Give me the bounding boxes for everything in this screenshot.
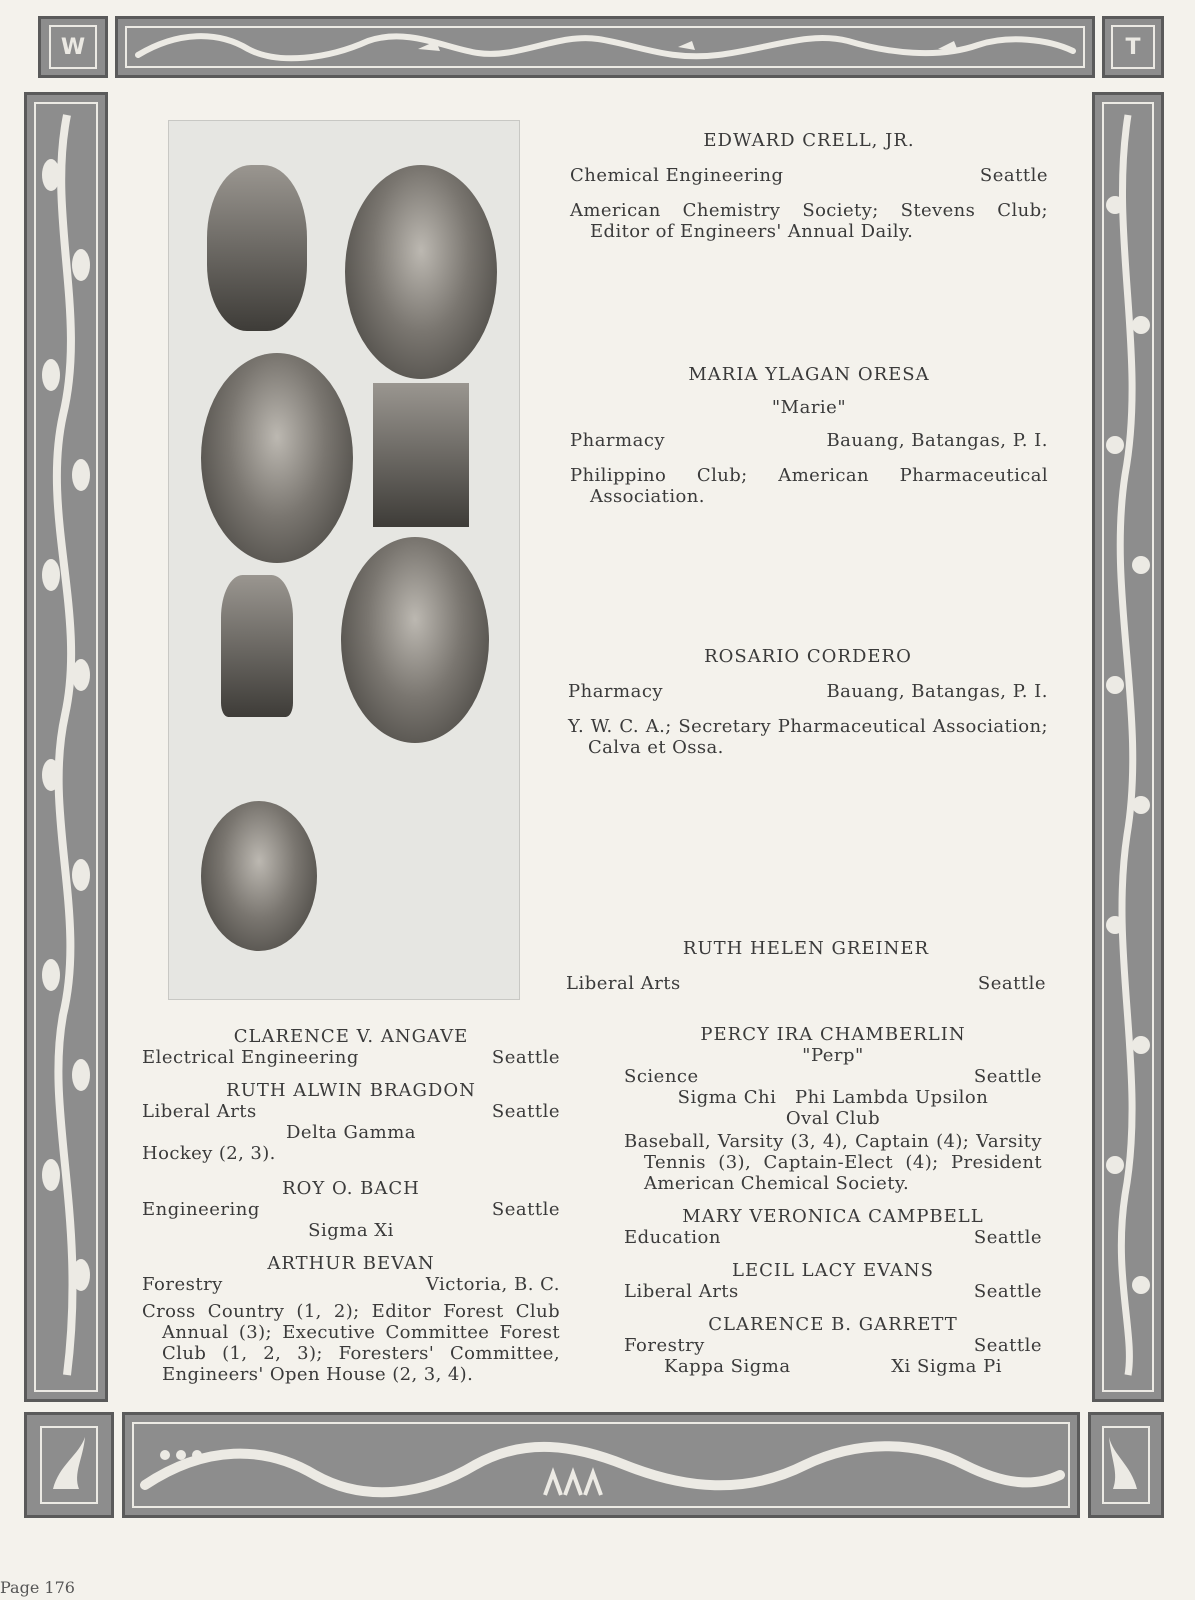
wave-scroll-icon bbox=[118, 19, 1092, 75]
senior-entry bbox=[142, 1253, 560, 1385]
student-name: CLARENCE V. ANGAVE bbox=[233, 1026, 469, 1047]
snapshot-photo bbox=[207, 165, 307, 331]
student-name: ROSARIO CORDERO bbox=[704, 646, 912, 667]
hometown: Seattle bbox=[491, 1199, 560, 1220]
senior-entry bbox=[570, 130, 1048, 242]
department: Science bbox=[624, 1066, 699, 1087]
department: Engineering bbox=[142, 1199, 260, 1220]
vine-ornament-icon bbox=[1095, 95, 1161, 1399]
activities: Hockey (2, 3). bbox=[142, 1143, 276, 1164]
page-number: Page 176 bbox=[0, 1578, 75, 1597]
vine-ornament-icon bbox=[27, 95, 105, 1399]
department: Liberal Arts bbox=[142, 1101, 257, 1122]
student-name: RUTH ALWIN BRAGDON bbox=[226, 1080, 476, 1101]
bottom-ornament-band bbox=[122, 1412, 1080, 1518]
hometown: Bauang, Batangas, P. I. bbox=[826, 681, 1048, 702]
student-name: MARY VERONICA CAMPBELL bbox=[682, 1206, 984, 1227]
corner-letter: W bbox=[49, 25, 98, 68]
hometown: Seattle bbox=[973, 1227, 1042, 1248]
snapshot-photo bbox=[373, 383, 469, 527]
nickname: "Marie" bbox=[771, 397, 847, 418]
left-floral-border bbox=[24, 92, 108, 1402]
hometown: Seattle bbox=[973, 1335, 1042, 1356]
student-name: CLARENCE B. GARRETT bbox=[708, 1314, 958, 1335]
hometown: Bauang, Batangas, P. I. bbox=[826, 430, 1048, 451]
hometown: Seattle bbox=[977, 973, 1046, 994]
department: Electrical Engineering bbox=[142, 1047, 359, 1068]
society: Kappa Sigma bbox=[664, 1356, 791, 1377]
department: Education bbox=[624, 1227, 721, 1248]
society: Xi Sigma Pi bbox=[891, 1356, 1002, 1377]
wave-scroll-icon bbox=[125, 1415, 1077, 1515]
societies: Oval Club bbox=[785, 1108, 881, 1129]
nickname: "Perp" bbox=[802, 1045, 864, 1066]
portrait-collage bbox=[168, 120, 520, 1000]
student-name: ARTHUR BEVAN bbox=[267, 1253, 435, 1274]
right-floral-border bbox=[1092, 92, 1164, 1402]
senior-entry bbox=[624, 1314, 1042, 1377]
hometown: Seattle bbox=[973, 1066, 1042, 1087]
bird-icon bbox=[39, 1425, 99, 1505]
societies: Sigma Xi bbox=[308, 1220, 394, 1241]
senior-entry bbox=[142, 1178, 560, 1241]
department: Liberal Arts bbox=[624, 1281, 739, 1302]
portrait-photo bbox=[345, 165, 497, 379]
student-name: RUTH HELEN GREINER bbox=[682, 938, 930, 959]
corner-letter: T bbox=[1111, 25, 1154, 68]
student-name: MARIA YLAGAN ORESA bbox=[688, 364, 930, 385]
activities: Philippino Club; American Pharmaceutical Association. bbox=[570, 465, 1048, 507]
senior-entry bbox=[566, 938, 1046, 994]
senior-entry bbox=[142, 1026, 560, 1068]
portrait-photo bbox=[341, 537, 489, 743]
student-name: EDWARD CRELL, JR. bbox=[703, 130, 915, 151]
student-name: LECIL LACY EVANS bbox=[732, 1260, 934, 1281]
right-column-entries bbox=[624, 1024, 1042, 1377]
senior-entry bbox=[624, 1206, 1042, 1248]
hometown: Seattle bbox=[491, 1101, 560, 1122]
hometown: Seattle bbox=[491, 1047, 560, 1068]
department: Forestry bbox=[142, 1274, 223, 1295]
corner-monogram-w bbox=[38, 16, 108, 78]
portrait-photo bbox=[201, 353, 353, 563]
snapshot-photo bbox=[221, 575, 293, 717]
hometown: Seattle bbox=[973, 1281, 1042, 1302]
corner-monogram-t bbox=[1102, 16, 1164, 78]
hometown: Seattle bbox=[979, 165, 1048, 186]
societies: Sigma Chi Phi Lambda Upsilon bbox=[677, 1087, 989, 1108]
student-name: ROY O. BACH bbox=[282, 1178, 420, 1199]
activities: Baseball, Varsity (3, 4), Captain (4); Varsity Tennis (3), Captain-Elect (4); President American Chemical Society. bbox=[624, 1131, 1042, 1194]
activities: American Chemistry Society; Stevens Club; Editor of Engineers' Annual Daily. bbox=[570, 200, 1048, 242]
senior-entry bbox=[568, 646, 1048, 758]
portrait-photo bbox=[201, 801, 317, 951]
student-name: PERCY IRA CHAMBERLIN bbox=[700, 1024, 966, 1045]
department: Liberal Arts bbox=[566, 973, 681, 994]
left-column-entries bbox=[142, 1026, 560, 1385]
senior-entry bbox=[624, 1024, 1042, 1194]
activities: Y. W. C. A.; Secretary Pharmaceutical Association; Calva et Ossa. bbox=[568, 716, 1048, 758]
hometown: Victoria, B. C. bbox=[425, 1274, 560, 1295]
department: Pharmacy bbox=[568, 681, 664, 702]
bottom-left-corner-ornament bbox=[24, 1412, 114, 1518]
bottom-right-corner-ornament bbox=[1088, 1412, 1164, 1518]
department: Forestry bbox=[624, 1335, 705, 1356]
activities: Cross Country (1, 2); Editor Forest Club Annual (3); Executive Committee Forest Club (1, 2, 3); Foresters' Committee, Engineers' Open House (2, 3, 4). bbox=[142, 1301, 560, 1385]
senior-entry bbox=[142, 1080, 560, 1164]
department: Chemical Engineering bbox=[570, 165, 784, 186]
department: Pharmacy bbox=[570, 430, 666, 451]
bird-icon bbox=[1101, 1425, 1151, 1505]
senior-entry bbox=[624, 1260, 1042, 1302]
senior-entry bbox=[570, 364, 1048, 507]
top-ornament-band bbox=[115, 16, 1095, 78]
societies: Delta Gamma bbox=[285, 1122, 416, 1143]
